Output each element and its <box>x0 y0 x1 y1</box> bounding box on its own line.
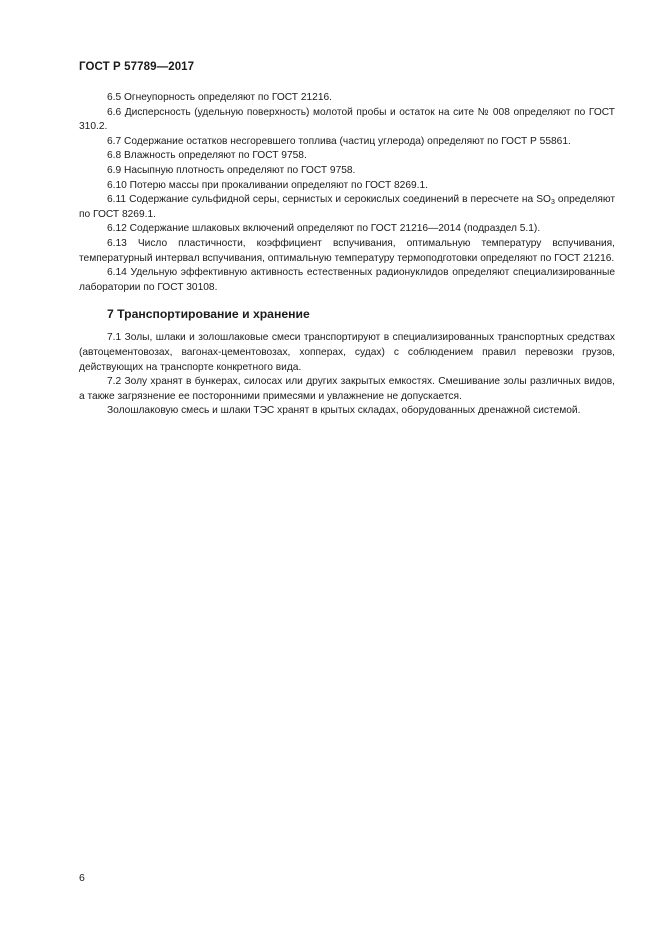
clause-6-8: 6.8 Влажность определяют по ГОСТ 9758. <box>107 150 307 162</box>
section-7-title: 7 Транспортирование и хранение <box>107 307 310 322</box>
clause-6-11-text-end: определяют по ГОСТ 8269.1. <box>79 194 616 220</box>
clause-7-1: 7.1 Золы, шлаки и золошлаковые смеси транспортируют в специализированных транспортных средствах (автоцементовозах, вагонах-цементовозах, хопперах, судах) с соблюдением правил перевозки грузов, действующих на транспорте конкретного вида. <box>79 332 615 373</box>
clause-6-5: 6.5 Огнеупорность определяют по ГОСТ 21216. <box>107 92 332 103</box>
clause-6-7: 6.7 Содержание остатков несгоревшего топлива (частиц углерода) определяют по ГОСТ Р 55861. <box>107 135 571 147</box>
page-number: 6 <box>79 872 85 884</box>
clause-6-12: 6.12 Содержание шлаковых включений определяют по ГОСТ 21216—2014 (подраздел 5.1). <box>107 223 541 235</box>
clause-6-13: 6.13 Число пластичности, коэффициент вспучивания, оптимальную температуру вспучивания, температурный интервал вспучивания, оптимальную температуру термоподготовки определяют по ГОСТ 21216. <box>79 237 615 264</box>
document-body <box>79 91 615 419</box>
clause-6-10: 6.10 Потерю массы при прокаливании определяют по ГОСТ 8269.1. <box>107 179 428 191</box>
clause-6-6: 6.6 Дисперсность (удельную поверхность) молотой пробы и остаток на сите № 008 определяют по ГОСТ 310.2. <box>79 106 615 133</box>
clause-6-9: 6.9 Насыпную плотность определяют по ГОСТ 9758. <box>107 164 356 176</box>
clause-7-2-continuation: Золошлаковую смесь и шлаки ТЭС хранят в крытых складах, оборудованных дренажной системой. <box>107 405 581 417</box>
clause-6-11-text: 6.11 Содержание сульфидной серы, сернистых и серокислых соединений в пересчете на SO <box>107 194 551 206</box>
clause-7-2: 7.2 Золу хранят в бункерах, силосах или других закрытых емкостях. Смешивание золы различных видов, а также загрязнение ее посторонними примесями и увлажнение не допускается. <box>79 376 615 402</box>
clause-6-14: 6.14 Удельную эффективную активность естественных радионуклидов определяют специализированные лаборатории по ГОСТ 30108. <box>79 267 615 293</box>
page-header-standard: ГОСТ Р 57789—2017 <box>79 61 195 73</box>
clause-6-11 <box>79 193 615 222</box>
clause-6-11-subscript: 3 <box>550 199 555 207</box>
